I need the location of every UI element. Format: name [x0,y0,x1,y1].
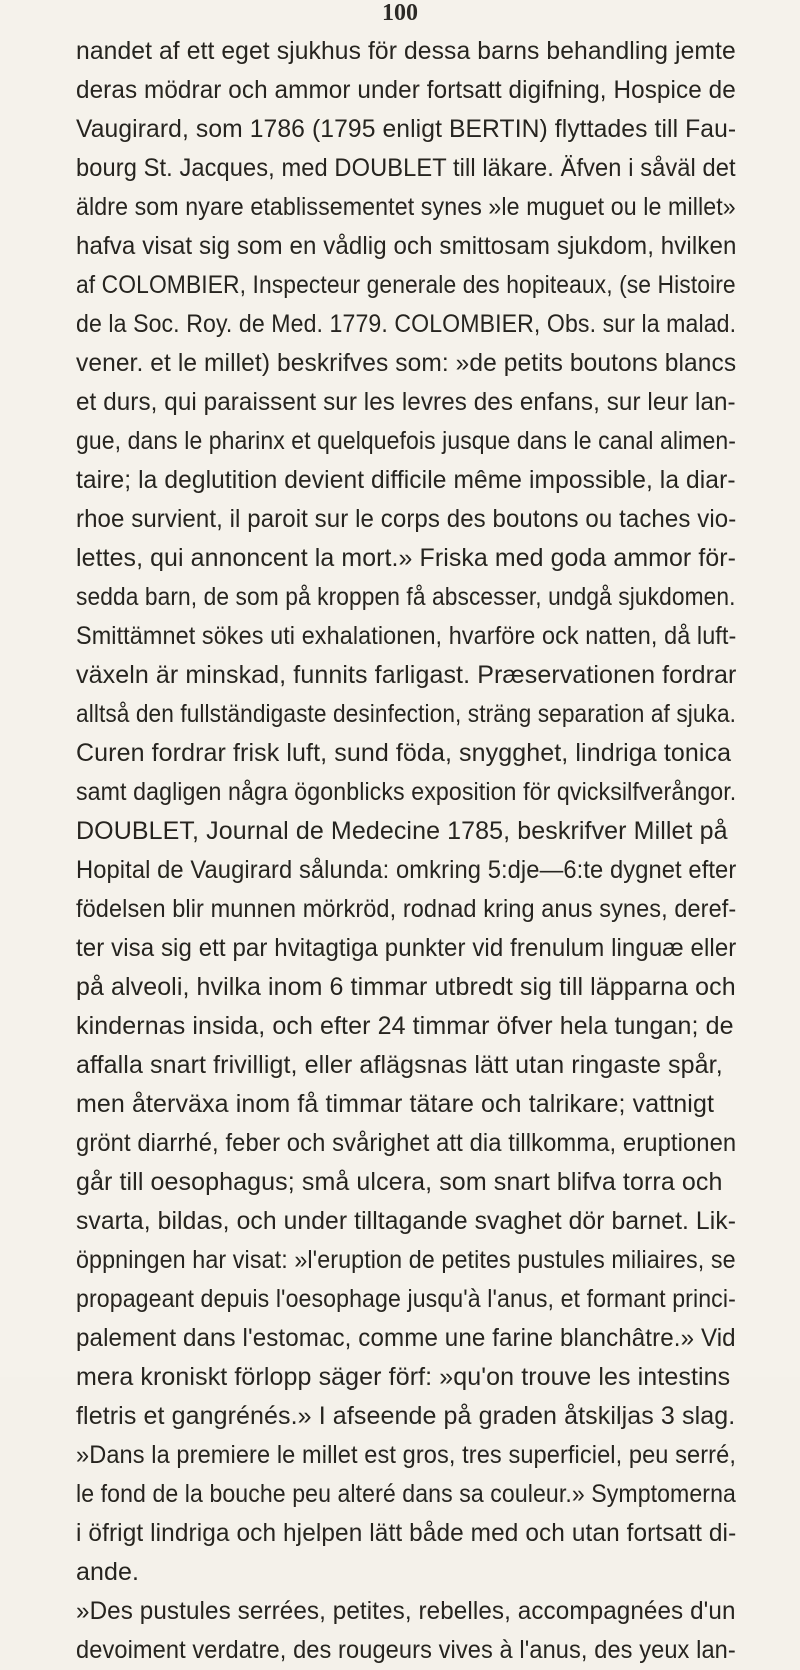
text-line: alltså den fullständigaste desinfection, sträng separation af sjuka. [76,700,737,728]
text-line: Smittämnet sökes uti exhalationen, hvarföre ock natten, då luft- [76,622,737,650]
page-number: 100 [382,0,418,26]
text-line: ter visa sig ett par hvitagtiga punkter vid frenulum linguæ eller [76,934,737,962]
text-line: »Dans la premiere le millet est gros, tres superficiel, peu serré, [76,1441,736,1469]
text-line: vener. et le millet) beskrifves som: »de petits boutons blancs [76,349,737,377]
text-line: le fond de la bouche peu alteré dans sa couleur.» Symptomerna [76,1480,736,1508]
text-line: äldre som nyare etablissementet synes »le muguet ou le millet» [76,193,736,221]
text-line: sedda barn, de som på kroppen få abscesser, undgå sjukdomen. [76,583,736,611]
text-line: devoiment verdatre, des rougeurs vives à l'anus, des yeux lan- [76,1636,736,1664]
text-line: affalla snart frivilligt, eller aflägsnas lätt utan ringaste spår, [76,1051,723,1079]
text-line: Vaugirard, som 1786 (1795 enligt BERTIN) flyttades till Fau- [76,115,737,143]
text-line: DOUBLET, Journal de Medecine 1785, beskrifver Millet på [76,817,728,845]
text-line: grönt diarrhé, feber och svårighet att dia tillkomma, eruptionen [76,1129,737,1157]
text-line: et durs, qui paraissent sur les levres des enfans, sur leur lan- [76,388,736,416]
text-line: gue, dans le pharinx et quelquefois jusque dans le canal alimen- [76,427,736,455]
text-line: öppningen har visat: »l'eruption de petites pustules miliaires, se [76,1246,736,1274]
text-line: ande. [76,1558,140,1586]
body-text [76,32,736,1670]
text-line: taire; la deglutition devient difficile même impossible, la diar- [76,466,736,494]
text-line: »Des pustules serrées, petites, rebelles, accompagnées d'un [76,1597,736,1625]
text-line: i öfrigt lindriga och hjelpen lätt både med och utan fortsatt di- [76,1519,737,1547]
text-line: Hopital de Vaugirard sålunda: omkring 5:dje—6:te dygnet efter [76,856,737,884]
text-line: de la Soc. Roy. de Med. 1779. COLOMBIER, Obs. sur la malad. [76,310,737,338]
text-line: hafva visat sig som en vådlig och smittosam sjukdom, hvilken [76,232,737,260]
text-line: propageant depuis l'oesophage jusqu'à l'anus, et formant princi- [76,1285,736,1313]
text-line: lettes, qui annoncent la mort.» Friska med goda ammor för- [76,544,737,572]
text-line: af COLOMBIER, Inspecteur generale des hopiteaux, (se Histoire [76,271,736,299]
text-line: födelsen blir munnen mörkröd, rodnad kring anus synes, deref- [76,895,737,923]
text-line: rhoe survient, il paroit sur le corps des boutons ou taches vio- [76,505,737,533]
text-line: bourg St. Jacques, med DOUBLET till läkare. Äfven i såväl det [76,154,736,182]
text-line: mera kroniskt förlopp säger förf: »qu'on trouve les intestins [76,1363,731,1391]
text-line: fletris et gangrénés.» I afseende på graden åtskiljas 3 slag. [76,1402,736,1430]
text-line: växeln är minskad, funnits farligast. Præservationen fordrar [76,661,737,689]
text-line: samt dagligen några ögonblicks exposition för qvicksilfverångor. [76,778,737,806]
text-line: deras mödrar och ammor under fortsatt digifning, Hospice de [76,76,736,104]
text-line: kindernas insida, och efter 24 timmar öfver hela tungan; de [76,1012,734,1040]
text-line: svarta, bildas, och under tilltagande svaghet dör barnet. Lik- [76,1207,737,1235]
text-line: palement dans l'estomac, comme une farine blanchâtre.» Vid [76,1324,736,1352]
text-line: Curen fordrar frisk luft, sund föda, snygghet, lindriga tonica [76,739,732,767]
text-line: går till oesophagus; små ulcera, som snart blifva torra och [76,1168,723,1196]
text-line: nandet af ett eget sjukhus för dessa barns behandling jemte [76,37,736,65]
text-line: på alveoli, hvilka inom 6 timmar utbredt sig till läpparna och [76,973,736,1001]
text-line: men återväxa inom få timmar tätare och talrikare; vattnigt [76,1090,715,1118]
